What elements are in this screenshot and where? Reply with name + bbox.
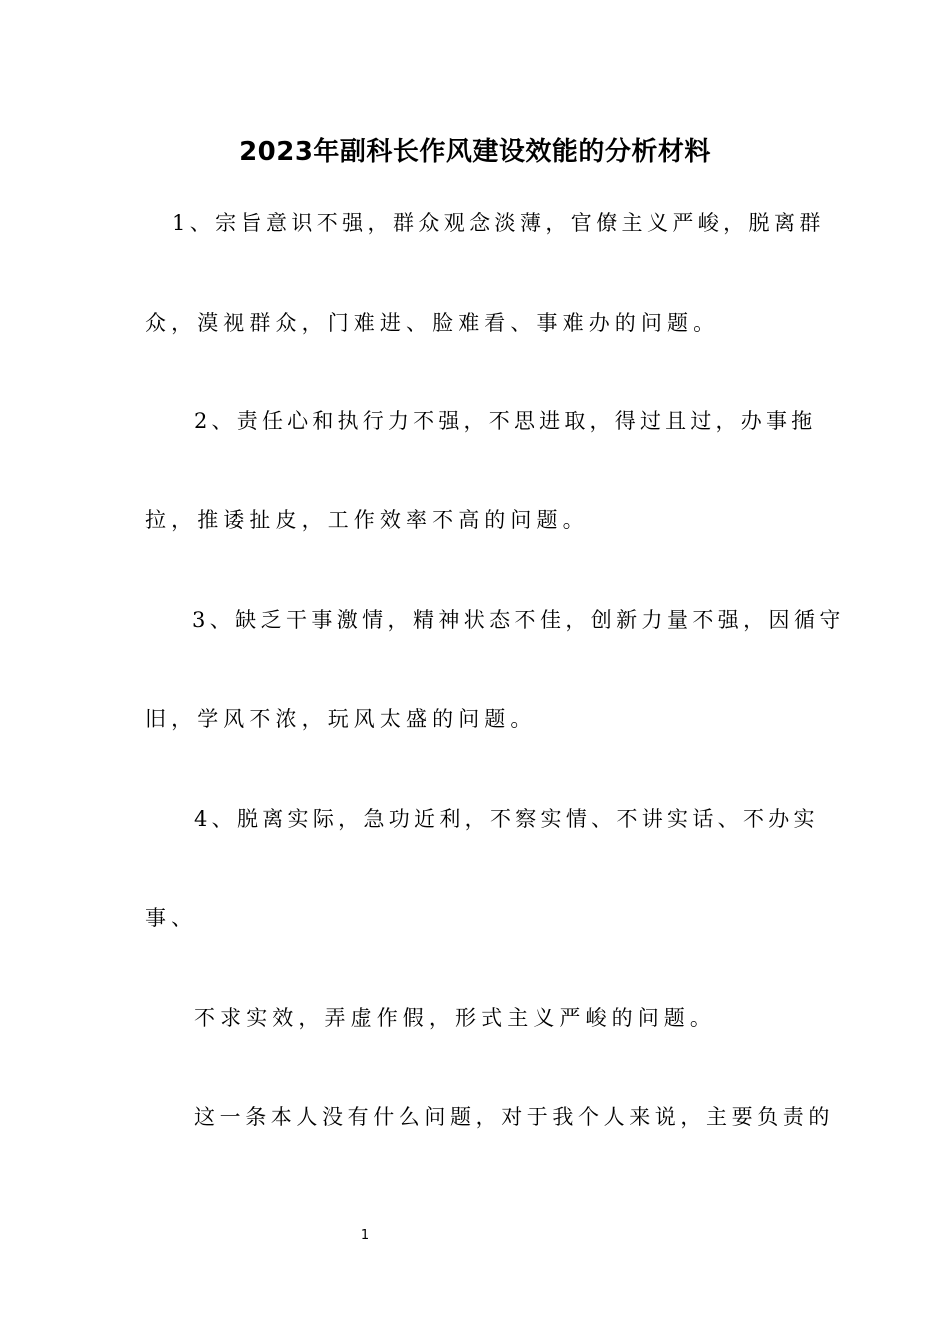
- paragraph-line: 这一条本人没有什么问题，对于我个人来说，主要负责的: [194, 1105, 834, 1129]
- paragraph-line: 1、宗旨意识不强，群众观念淡薄，官僚主义严峻，脱离群: [172, 211, 825, 235]
- paragraph-line: 3、缺乏干事激情，精神状态不佳，创新力量不强，因循守: [192, 608, 845, 632]
- document-title: 2023年副科长作风建设效能的分析材料: [239, 137, 711, 167]
- paragraph-line: 拉，推诿扯皮，工作效率不高的问题。: [145, 508, 589, 532]
- paragraph-line: 不求实效，弄虚作假，形式主义严峻的问题。: [194, 1006, 716, 1030]
- paragraph-line: 事、: [145, 906, 198, 930]
- paragraph-line: 4、脱离实际，急功近利，不察实情、不讲实话、不办实: [194, 807, 819, 831]
- paragraph-line: 2、责任心和执行力不强，不思进取，得过且过，办事拖: [194, 409, 817, 433]
- paragraph-line: 众，漠视群众，门难进、脸难看、事难办的问题。: [145, 311, 720, 335]
- paragraph-line: 旧，学风不浓，玩风太盛的问题。: [145, 707, 537, 731]
- page-number: 1: [360, 1228, 370, 1243]
